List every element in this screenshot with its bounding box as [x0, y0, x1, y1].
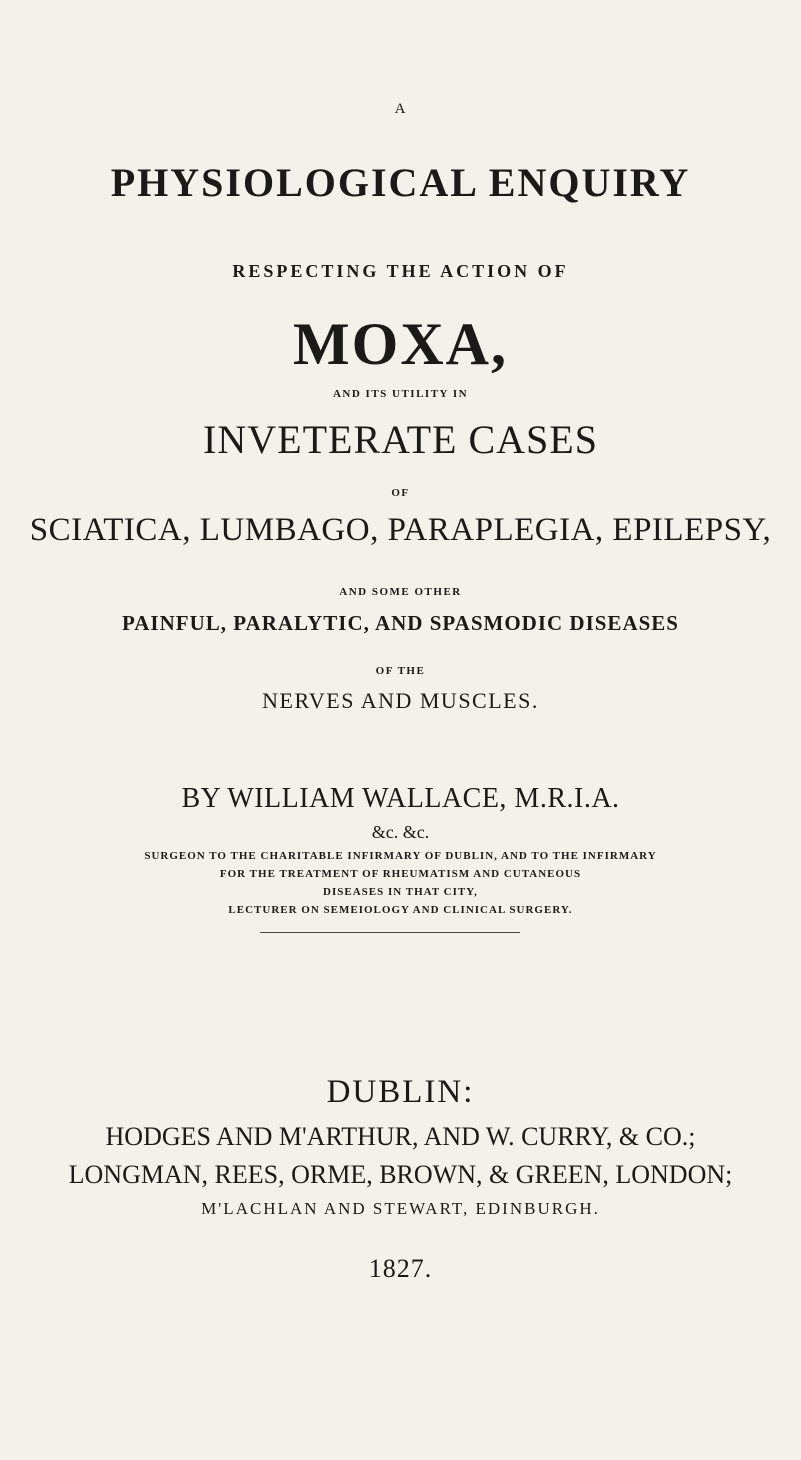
subtitle-respecting: RESPECTING THE ACTION OF [232, 261, 569, 281]
subtitle-inveterate-cases: INVETERATE CASES [203, 417, 598, 462]
author-byline: BY WILLIAM WALLACE, M.R.I.A. [181, 783, 620, 814]
imprint-year: 1827. [368, 1254, 433, 1283]
author-credential: LECTURER ON SEMEIOLOGY AND CLINICAL SURGERY. [228, 904, 573, 916]
imprint-publisher-line: LONGMAN, REES, ORME, BROWN, & GREEN, LONDON; [68, 1160, 733, 1189]
author-credential: DISEASES IN THAT CITY, [323, 886, 478, 898]
author-etc: &c. &c. [371, 822, 430, 842]
title-article: A [394, 101, 407, 117]
subtitle-painful-diseases: PAINFUL, PARALYTIC, AND SPASMODIC DISEASES [122, 611, 679, 635]
author-credential: SURGEON TO THE CHARITABLE INFIRMARY OF DUBLIN, AND TO THE INFIRMARY [144, 850, 657, 862]
subject-moxa: MOXA, [293, 311, 508, 377]
author-credential: FOR THE TREATMENT OF RHEUMATISM AND CUTANEOUS [219, 868, 582, 880]
imprint-publisher-line: HODGES AND M'ARTHUR, AND W. CURRY, & CO.; [105, 1122, 696, 1151]
subtitle-of: OF [391, 487, 410, 499]
subtitle-and-some-other: AND SOME OTHER [339, 586, 462, 598]
diseases-list: SCIATICA, LUMBAGO, PARAPLEGIA, EPILEPSY, [29, 512, 772, 548]
subtitle-of-the: OF THE [375, 665, 426, 677]
subtitle-utility: AND ITS UTILITY IN [332, 388, 469, 400]
book-title: PHYSIOLOGICAL ENQUIRY [110, 160, 691, 205]
subtitle-nerves-muscles: NERVES AND MUSCLES. [262, 688, 539, 713]
imprint-city: DUBLIN: [326, 1074, 475, 1110]
divider-rule [260, 932, 520, 933]
imprint-publisher-line: M'LACHLAN AND STEWART, EDINBURGH. [201, 1199, 600, 1218]
